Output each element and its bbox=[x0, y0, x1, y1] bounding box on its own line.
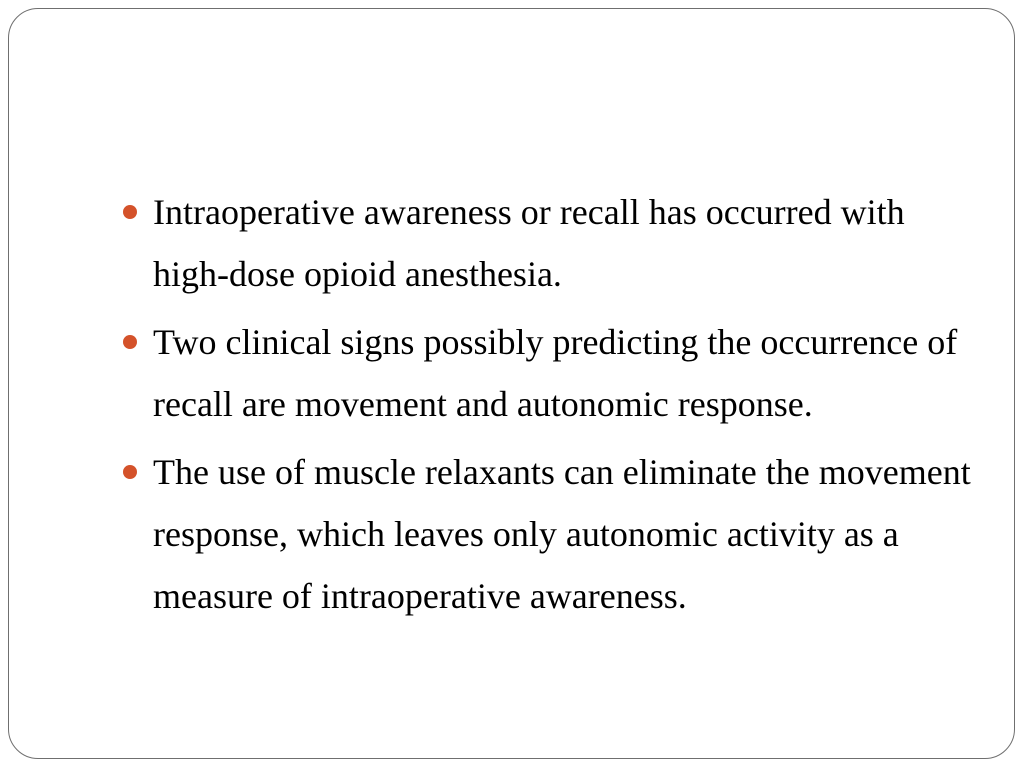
bullet-list bbox=[119, 181, 979, 633]
bullet-dot-icon bbox=[123, 205, 137, 219]
bullet-dot-icon bbox=[123, 335, 137, 349]
bullet-text: Two clinical signs possibly predicting the occurrence of recall are movement and autonomic response. bbox=[153, 322, 958, 424]
bullet-text: Intraoperative awareness or recall has occurred with high-dose opioid anesthesia. bbox=[153, 192, 905, 294]
bullet-item bbox=[119, 441, 979, 627]
bullet-dot-icon bbox=[123, 465, 137, 479]
bullet-item bbox=[119, 181, 979, 305]
bullet-item bbox=[119, 311, 979, 435]
bullet-text: The use of muscle relaxants can eliminate the movement response, which leaves only autonomic activity as a measure of intraoperative awareness. bbox=[153, 452, 971, 616]
slide-frame bbox=[8, 8, 1015, 759]
